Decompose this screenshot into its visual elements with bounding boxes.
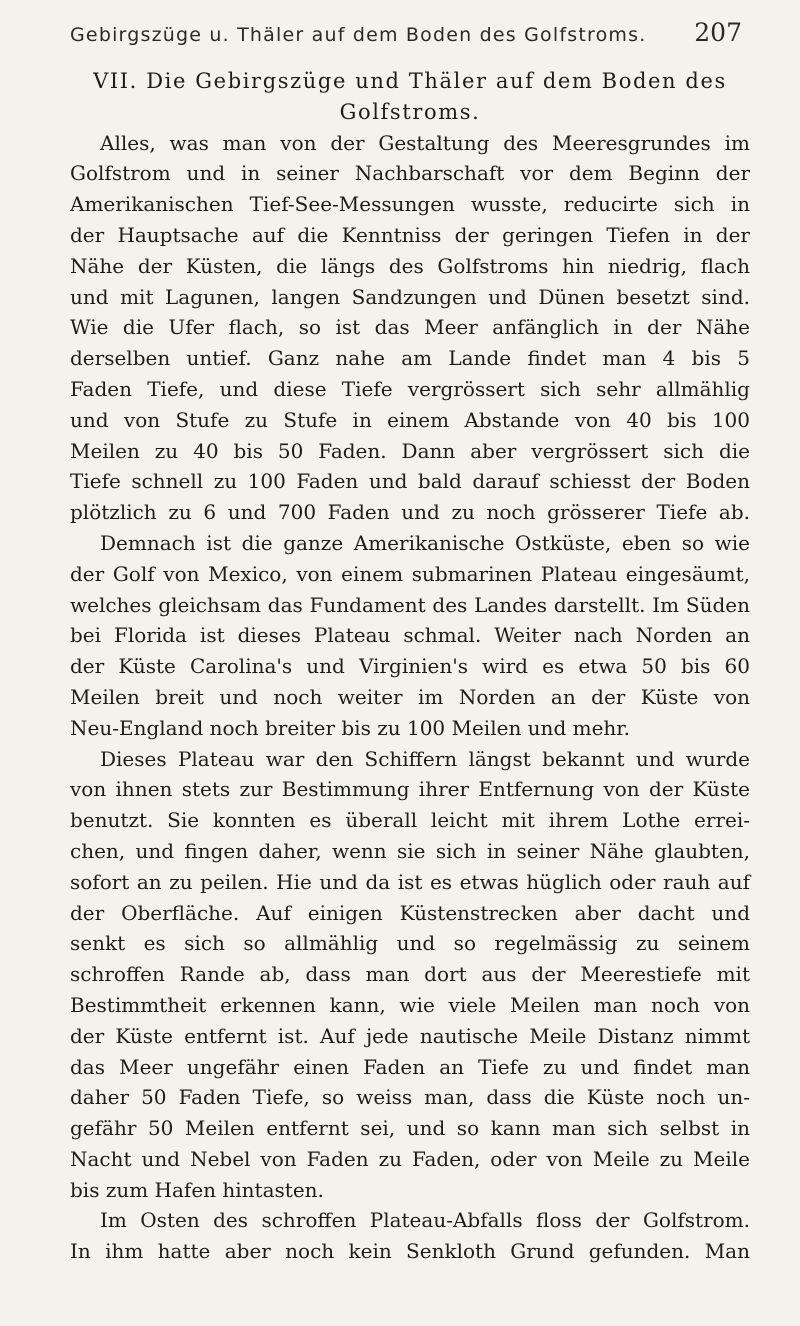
text-line: das Meer ungefähr einen Faden an Tiefe zu und findet man xyxy=(70,1054,750,1079)
text-line: Demnach ist die ganze Amerikanische Ostküste, eben so wie xyxy=(100,530,750,555)
text-line: Meilen zu 40 bis 50 Faden. Dann aber vergrössert sich die xyxy=(70,438,750,463)
text-line: der Küste entfernt ist. Auf jede nautische Meile Distanz nimmt xyxy=(70,1023,750,1048)
text-line: Wie die Ufer flach, so ist das Meer anfänglich in der Nähe xyxy=(70,315,750,340)
text-line: und mit Lagunen, langen Sandzungen und Dünen besetzt sind. xyxy=(70,284,750,309)
text-line: Amerikanischen Tief-See-Messungen wusste, reducirte sich in xyxy=(70,192,750,217)
text-line: Neu-England noch breiter bis zu 100 Meilen und mehr. xyxy=(70,715,630,740)
text-line: Faden Tiefe, und diese Tiefe vergrössert sich sehr allmählig xyxy=(70,376,750,401)
text-line: Bestimmtheit erkennen kann, wie viele Meilen man noch von xyxy=(70,992,750,1017)
chapter-heading-line: Golfstroms. xyxy=(339,99,481,124)
text-line: Im Osten des schroffen Plateau-Abfalls floss der Golfstrom. xyxy=(100,1208,750,1233)
page-body xyxy=(70,66,750,1267)
chapter-heading xyxy=(70,66,750,128)
text-line: bis zum Hafen hintasten. xyxy=(70,1177,324,1202)
chapter-heading-line: VII. Die Gebirgszüge und Thäler auf dem Boden des xyxy=(93,69,727,93)
text-line: Dieses Plateau war den Schiffern längst bekannt und wurde xyxy=(100,746,750,771)
page-number: 207 xyxy=(694,18,742,47)
text-line: der Küste Carolina's und Virginien's wird es etwa 50 bis 60 xyxy=(70,654,750,679)
text-line: Alles, was man von der Gestaltung des Meeresgrundes im xyxy=(100,130,750,155)
text-line: der Oberfläche. Auf einigen Küstenstrecken aber dacht und xyxy=(70,900,750,925)
text-line: chen, und fingen daher, wenn sie sich in seiner Nähe glaubten, xyxy=(70,838,750,863)
text-line: welches gleichsam das Fundament des Landes darstellt. Im Süden xyxy=(70,592,750,617)
text-line: bei Florida ist dieses Plateau schmal. Weiter nach Norden an xyxy=(70,623,750,648)
text-line: gefähr 50 Meilen entfernt sei, und so kann man sich selbst in xyxy=(70,1116,750,1141)
running-header xyxy=(70,18,742,52)
text-line: plötzlich zu 6 und 700 Faden und zu noch grösserer Tiefe ab. xyxy=(70,500,750,525)
text-line: In ihm hatte aber noch kein Senkloth Grund gefunden. Man xyxy=(70,1239,750,1264)
running-title: Gebirgszüge u. Thäler auf dem Boden des Golfstroms. xyxy=(70,24,647,46)
text-line: und von Stufe zu Stufe in einem Abstande von 40 bis 100 xyxy=(70,407,750,432)
text-line: der Hauptsache auf die Kenntniss der geringen Tiefen in der xyxy=(70,222,750,247)
text-line: senkt es sich so allmählig und so regelmässig zu seinem xyxy=(70,931,750,956)
text-line: schroffen Rande ab, dass man dort aus der Meerestiefe mit xyxy=(70,962,750,987)
text-line: Golfstrom und in seiner Nachbarschaft vor dem Beginn der xyxy=(70,161,750,186)
text-line: sofort an zu peilen. Hie und da ist es etwas hüglich oder rauh auf xyxy=(70,869,750,894)
text-line: Tiefe schnell zu 100 Faden und bald darauf schiesst der Boden xyxy=(70,469,750,494)
text-line: Meilen breit und noch weiter im Norden an der Küste von xyxy=(70,684,750,709)
text-line: benutzt. Sie konnten es überall leicht mit ihrem Lothe errei- xyxy=(70,808,750,833)
text-line: der Golf von Mexico, von einem submarinen Plateau eingesäumt, xyxy=(70,561,750,586)
text-line: daher 50 Faden Tiefe, so weiss man, dass die Küste noch un- xyxy=(70,1085,750,1110)
text-line: derselben untief. Ganz nahe am Lande findet man 4 bis 5 xyxy=(70,346,750,371)
text-line: Nähe der Küsten, die längs des Golfstroms hin niedrig, flach xyxy=(70,253,750,278)
text-line: von ihnen stets zur Bestimmung ihrer Entfernung von der Küste xyxy=(70,777,750,802)
text-line: Nacht und Nebel von Faden zu Faden, oder von Meile zu Meile xyxy=(70,1146,750,1171)
